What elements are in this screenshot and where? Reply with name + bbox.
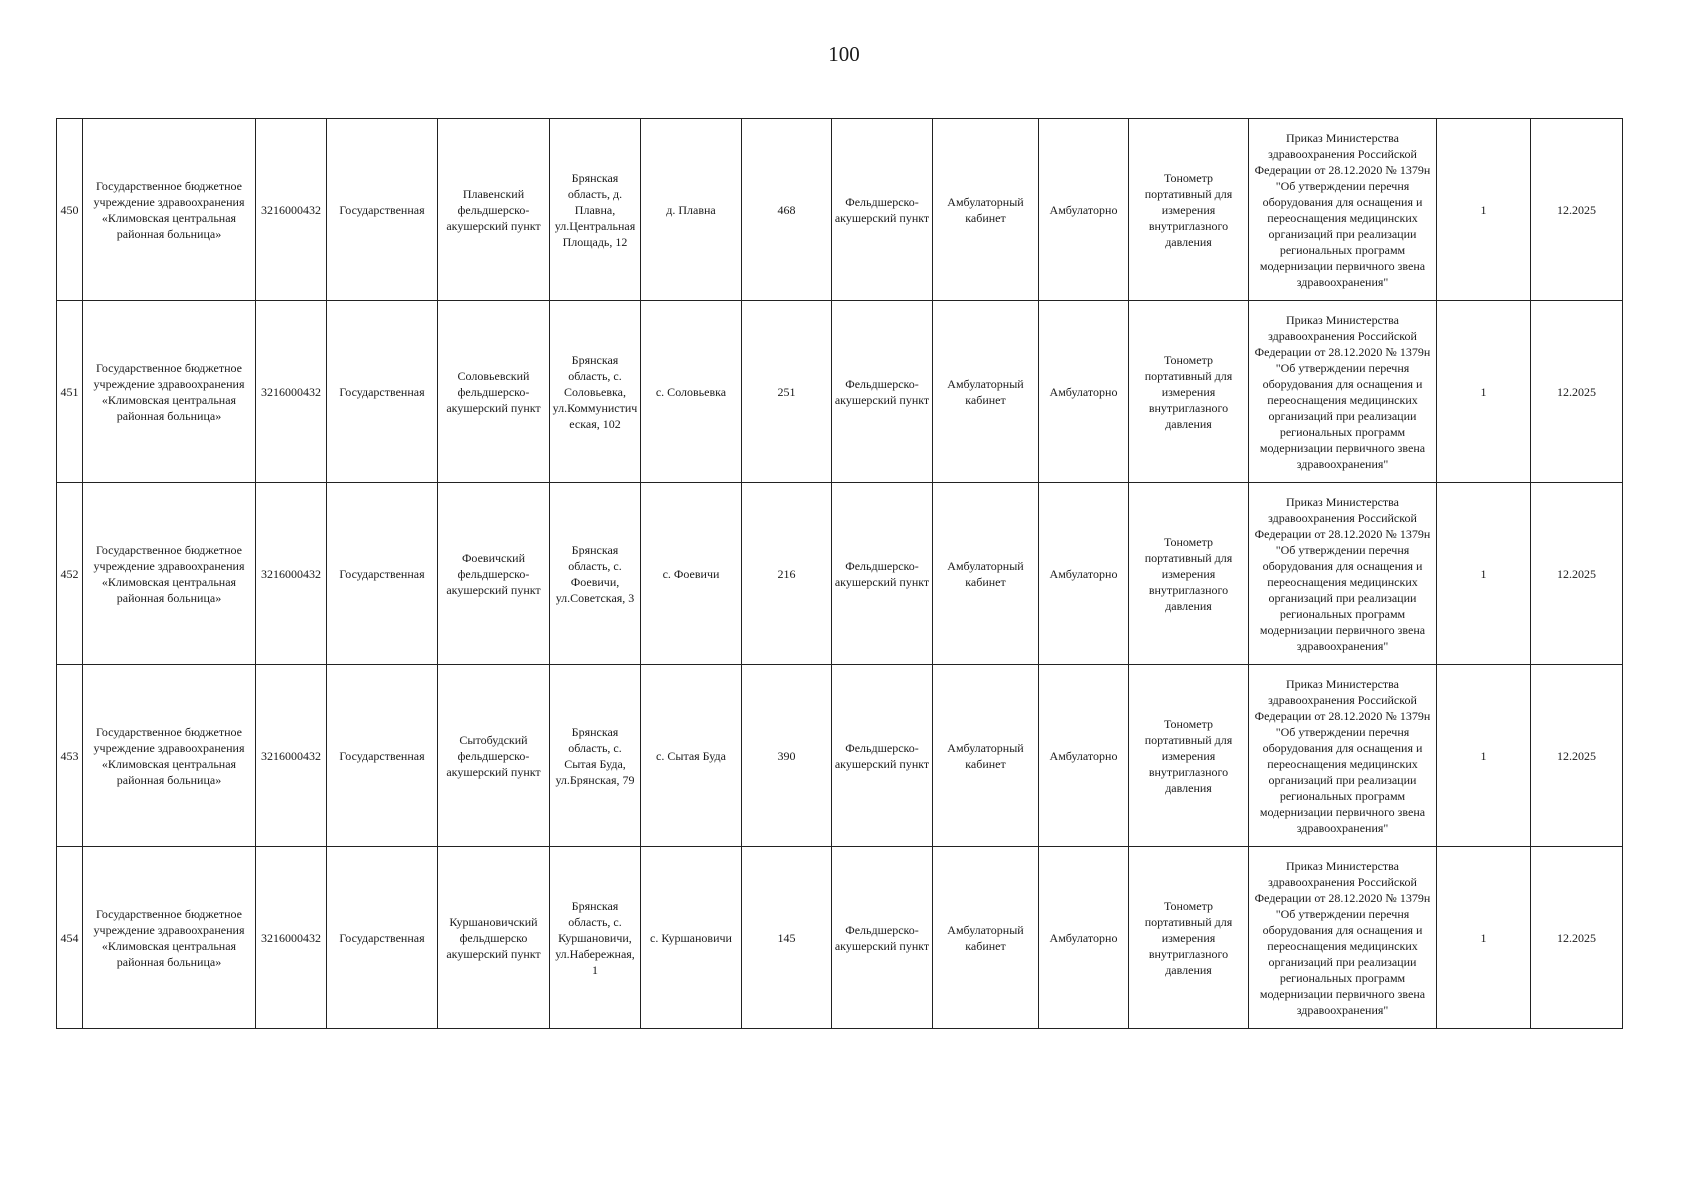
equipment-cell: Тонометр портативный для измерения внутриглазного давления: [1129, 483, 1249, 665]
equipment-cell: Тонометр портативный для измерения внутриглазного давления: [1129, 301, 1249, 483]
date-cell: 12.2025: [1531, 847, 1623, 1029]
institution-cell: Государственное бюджетное учреждение здравоохранения «Климовская центральная районная больница»: [83, 483, 256, 665]
department-cell: Амбулаторный кабинет: [933, 483, 1039, 665]
institution-cell: Государственное бюджетное учреждение здравоохранения «Климовская центральная районная больница»: [83, 119, 256, 301]
date-cell: 12.2025: [1531, 119, 1623, 301]
table-row: [57, 483, 1623, 665]
inn-cell: 3216000432: [256, 119, 327, 301]
date-cell: 12.2025: [1531, 483, 1623, 665]
table-row: [57, 665, 1623, 847]
order-cell: Приказ Министерства здравоохранения Российской Федерации от 28.12.2020 № 1379н "Об утверждении перечня оборудования для оснащения и переоснащения медицинских организаций при реализации региональных программ модернизации первичного звена здравоохранения": [1249, 665, 1437, 847]
inn-cell: 3216000432: [256, 665, 327, 847]
unit-name-cell: Плавенский фельдшерско-акушерский пункт: [438, 119, 550, 301]
institution-cell: Государственное бюджетное учреждение здравоохранения «Климовская центральная районная больница»: [83, 665, 256, 847]
unit-name-cell: Сытобудский фельдшерско-акушерский пункт: [438, 665, 550, 847]
locality-cell: с. Куршановичи: [641, 847, 742, 1029]
row-number-cell: 454: [57, 847, 83, 1029]
unit-type-cell: Фельдшерско-акушерский пункт: [832, 301, 933, 483]
care-form-cell: Амбулаторно: [1039, 301, 1129, 483]
care-form-cell: Амбулаторно: [1039, 119, 1129, 301]
row-number-cell: 450: [57, 119, 83, 301]
row-number-cell: 453: [57, 665, 83, 847]
care-form-cell: Амбулаторно: [1039, 665, 1129, 847]
ownership-cell: Государственная: [327, 665, 438, 847]
order-cell: Приказ Министерства здравоохранения Российской Федерации от 28.12.2020 № 1379н "Об утверждении перечня оборудования для оснащения и переоснащения медицинских организаций при реализации региональных программ модернизации первичного звена здравоохранения": [1249, 301, 1437, 483]
population-cell: 390: [742, 665, 832, 847]
population-cell: 216: [742, 483, 832, 665]
address-cell: Брянская область, с. Куршановичи, ул.Набережная, 1: [550, 847, 641, 1029]
table-row: [57, 119, 1623, 301]
quantity-cell: 1: [1437, 847, 1531, 1029]
unit-type-cell: Фельдшерско-акушерский пункт: [832, 483, 933, 665]
equipment-cell: Тонометр портативный для измерения внутриглазного давления: [1129, 119, 1249, 301]
institution-cell: Государственное бюджетное учреждение здравоохранения «Климовская центральная районная больница»: [83, 847, 256, 1029]
equipment-registry-table: [56, 118, 1623, 1029]
quantity-cell: 1: [1437, 119, 1531, 301]
address-cell: Брянская область, с. Фоевичи, ул.Советская, 3: [550, 483, 641, 665]
department-cell: Амбулаторный кабинет: [933, 301, 1039, 483]
date-cell: 12.2025: [1531, 301, 1623, 483]
ownership-cell: Государственная: [327, 301, 438, 483]
equipment-cell: Тонометр портативный для измерения внутриглазного давления: [1129, 847, 1249, 1029]
department-cell: Амбулаторный кабинет: [933, 665, 1039, 847]
order-cell: Приказ Министерства здравоохранения Российской Федерации от 28.12.2020 № 1379н "Об утверждении перечня оборудования для оснащения и переоснащения медицинских организаций при реализации региональных программ модернизации первичного звена здравоохранения": [1249, 847, 1437, 1029]
population-cell: 251: [742, 301, 832, 483]
unit-type-cell: Фельдшерско-акушерский пункт: [832, 847, 933, 1029]
row-number-cell: 452: [57, 483, 83, 665]
department-cell: Амбулаторный кабинет: [933, 119, 1039, 301]
unit-type-cell: Фельдшерско-акушерский пункт: [832, 665, 933, 847]
locality-cell: с. Фоевичи: [641, 483, 742, 665]
order-cell: Приказ Министерства здравоохранения Российской Федерации от 28.12.2020 № 1379н "Об утверждении перечня оборудования для оснащения и переоснащения медицинских организаций при реализации региональных программ модернизации первичного звена здравоохранения": [1249, 119, 1437, 301]
inn-cell: 3216000432: [256, 301, 327, 483]
date-cell: 12.2025: [1531, 665, 1623, 847]
order-cell: Приказ Министерства здравоохранения Российской Федерации от 28.12.2020 № 1379н "Об утверждении перечня оборудования для оснащения и переоснащения медицинских организаций при реализации региональных программ модернизации первичного звена здравоохранения": [1249, 483, 1437, 665]
quantity-cell: 1: [1437, 301, 1531, 483]
ownership-cell: Государственная: [327, 119, 438, 301]
address-cell: Брянская область, д. Плавна, ул.Центральная Площадь, 12: [550, 119, 641, 301]
unit-name-cell: Соловьевский фельдшерско-акушерский пункт: [438, 301, 550, 483]
unit-type-cell: Фельдшерско-акушерский пункт: [832, 119, 933, 301]
page-number: 100: [828, 42, 860, 66]
care-form-cell: Амбулаторно: [1039, 483, 1129, 665]
population-cell: 468: [742, 119, 832, 301]
unit-name-cell: Куршановичский фельдшерско акушерский пункт: [438, 847, 550, 1029]
address-cell: Брянская область, с. Соловьевка, ул.Коммунистическая, 102: [550, 301, 641, 483]
locality-cell: с. Сытая Буда: [641, 665, 742, 847]
address-cell: Брянская область, с. Сытая Буда, ул.Брянская, 79: [550, 665, 641, 847]
ownership-cell: Государственная: [327, 847, 438, 1029]
table-row: [57, 847, 1623, 1029]
inn-cell: 3216000432: [256, 483, 327, 665]
locality-cell: с. Соловьевка: [641, 301, 742, 483]
quantity-cell: 1: [1437, 483, 1531, 665]
institution-cell: Государственное бюджетное учреждение здравоохранения «Климовская центральная районная больница»: [83, 301, 256, 483]
inn-cell: 3216000432: [256, 847, 327, 1029]
row-number-cell: 451: [57, 301, 83, 483]
locality-cell: д. Плавна: [641, 119, 742, 301]
ownership-cell: Государственная: [327, 483, 438, 665]
quantity-cell: 1: [1437, 665, 1531, 847]
care-form-cell: Амбулаторно: [1039, 847, 1129, 1029]
unit-name-cell: Фоевичский фельдшерско-акушерский пункт: [438, 483, 550, 665]
department-cell: Амбулаторный кабинет: [933, 847, 1039, 1029]
equipment-cell: Тонометр портативный для измерения внутриглазного давления: [1129, 665, 1249, 847]
population-cell: 145: [742, 847, 832, 1029]
table-row: [57, 301, 1623, 483]
